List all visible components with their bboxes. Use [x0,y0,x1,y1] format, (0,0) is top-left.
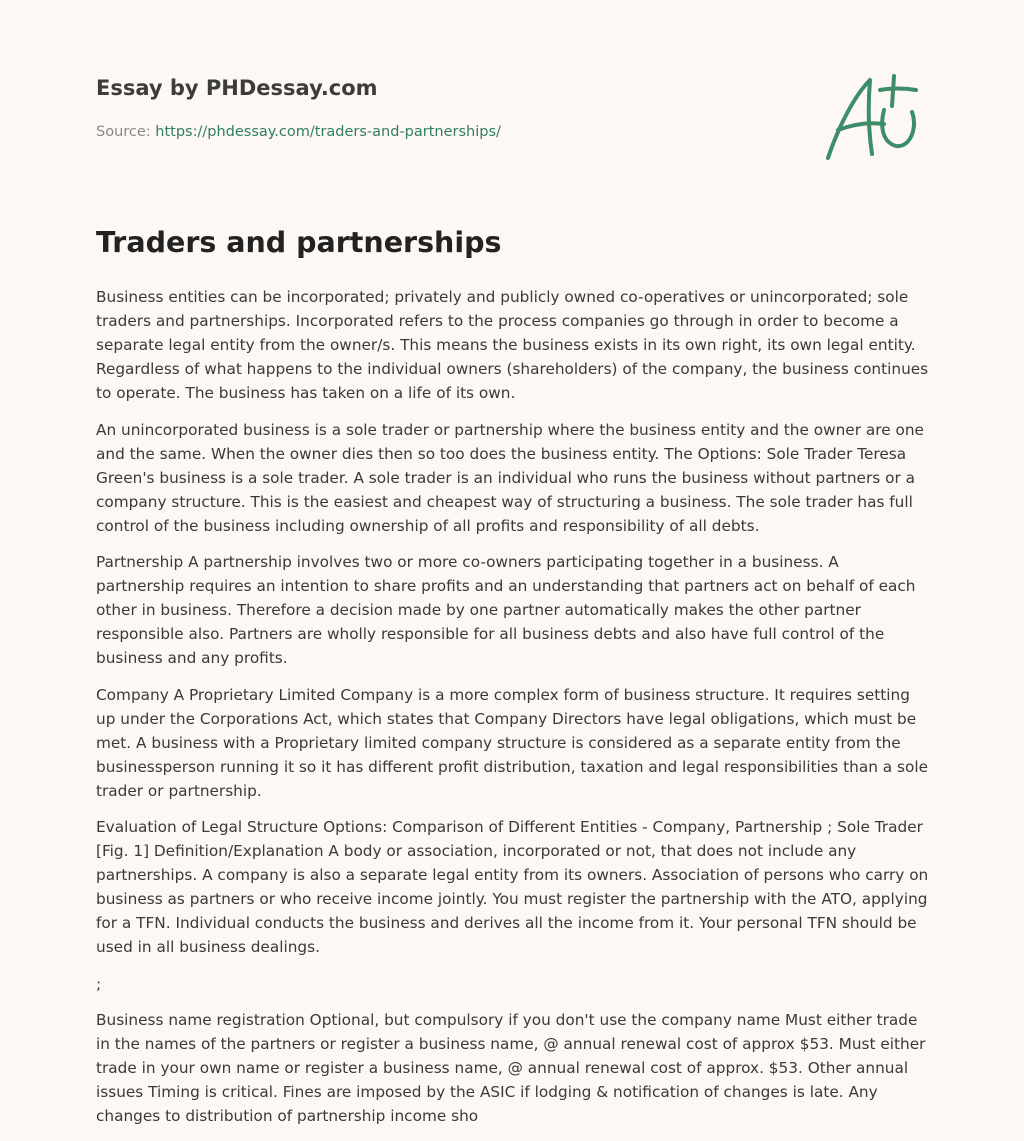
site-title: Essay by PHDessay.com [96,76,378,100]
essay-page [96,0,930,1125]
a-plus-logo-icon [824,68,926,164]
essay-paragraph: ; [96,974,102,993]
essay-paragraph: Partnership A partnership involves two or more co-owners participating together in a business. A partnership requires an intention to share profits and an understanding that partners act on behalf of each other in business. Therefore a decision made by one partner automatically makes the other partner responsible also. Partners are wholly responsible for all business debts and also have full control of the business and any profits. [96,553,916,667]
source-link[interactable]: https://phdessay.com/traders-and-partnerships/ [155,124,501,140]
essay-paragraph: Evaluation of Legal Structure Options: Comparison of Different Entities - Company, Partnership ; Sole Trader [Fig. 1] Definition/Explanation A body or association, incorporated or not, that does not include any partnerships. A company is also a separate legal entity from its owners. Association of persons who carry on business as partners or who receive income jointly. You must register the partnership with the ATO, applying for a TFN. Individual conducts the business and derives all the income from it. Your personal TFN should be used in all business dealings. [96,818,929,956]
essay-body [96,285,930,1141]
essay-paragraph: Company A Proprietary Limited Company is a more complex form of business structure. It requires setting up under the Corporations Act, which states that Company Directors have legal obligations, which must be met. A business with a Proprietary limited company structure is considered as a separate entity from the businessperson running it so it has different profit distribution, taxation and legal responsibilities than a sole trader or partnership. [96,685,928,800]
essay-paragraph: Business name registration Optional, but compulsory if you don't use the company name Must either trade in the names of the partners or register a business name, @ annual renewal cost of approx $53. Must either trade in your own name or register a business name, @ annual renewal cost of approx. $53. Other annual issues Timing is critical. Fines are imposed by the ASIC if lodging & notification of changes is late. Any changes to distribution of partnership income sho [96,1011,926,1125]
source-line [96,124,501,140]
essay-paragraph: Business entities can be incorporated; privately and publicly owned co-operatives or unincorporated; sole traders and partnerships. Incorporated refers to the process companies go through in order to become a separate legal entity from the owner/s. This means the business exists in its own right, its own legal entity. Regardless of what happens to the individual owners (shareholders) of the company, the business continues to operate. The business has taken on a life of its own. [96,288,929,402]
source-label: Source: [96,124,151,140]
essay-paragraph: An unincorporated business is a sole trader or partnership where the business entity and the owner are one and the same. When the owner dies then so too does the business entity. The Options: Sole Trader Teresa Green's business is a sole trader. A sole trader is an individual who runs the business without partners or a company structure. This is the easiest and cheapest way of structuring a business. The sole trader has full control of the business including ownership of all profits and responsibility of all debts. [96,420,924,535]
page-header [96,0,930,200]
essay-title: Traders and partnerships [96,226,502,259]
